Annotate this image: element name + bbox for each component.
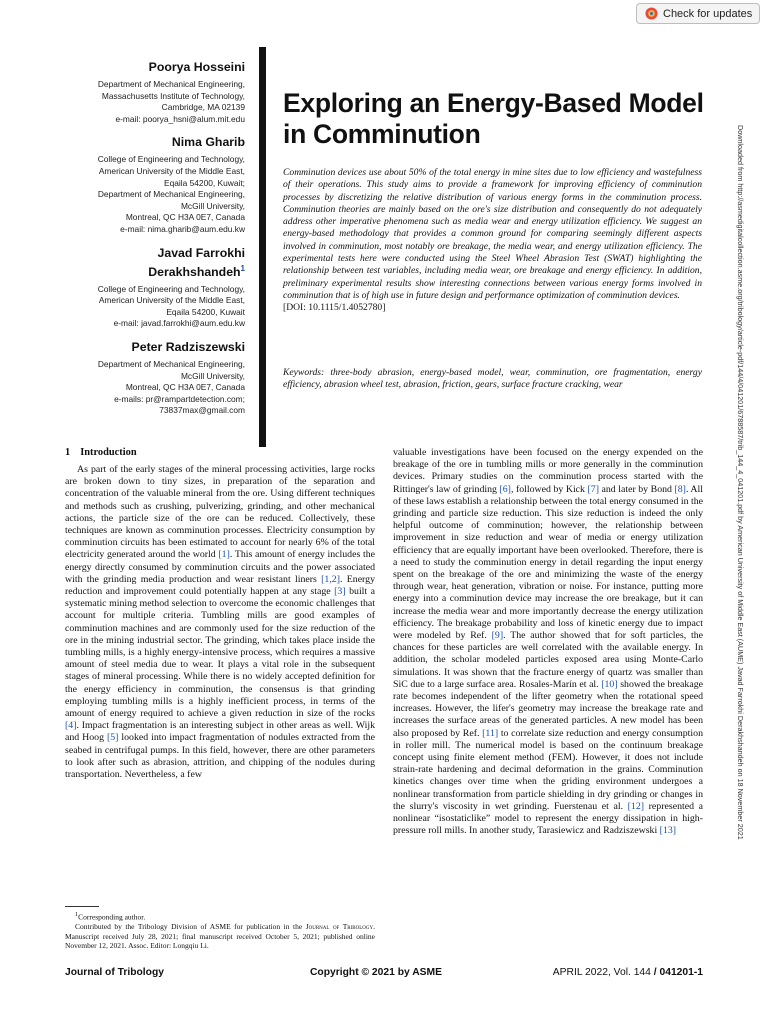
author-block: [95, 60, 245, 125]
author-affiliation-line: Massachusetts Institute of Technology,: [101, 90, 245, 101]
footer-separator: /: [650, 967, 660, 978]
check-updates-icon: [645, 7, 658, 20]
body-text-run: valuable investigations have been focused on the energy expended on the breakage of the ore in tumbling mills or more generally in the comminution devices. Primary studies on the comminution process started with the Rittinger's law of grinding: [393, 447, 703, 495]
author-name-second-line: Derakhshandeh: [148, 264, 241, 279]
keywords-text: three-body abrasion, energy-based model, wear, comminution, ore fragmentation, energy efficiency, abrasion wheel test, abrasion, friction, gears, surface fracture cracking, wear: [283, 367, 702, 391]
check-for-updates-button[interactable]: [636, 3, 760, 24]
check-updates-label: Check for updates: [663, 7, 753, 20]
author-affiliation-line: College of Engineering and Technology,: [97, 283, 245, 294]
body-text-run: built a systematic mining method selection to overcome the economic challenges that account for multiple criteria. Tumbling mills are good examples of comminution machines and are commonly used for the size reduction of the ore in the mining industrial sector. The grinding, which takes place inside the tumbling mills, is a highly energy-intensive process, which requires a massive amount of steel media due to wear. It plays a vital role in the subsequent stages of mineral processing. While there is no widely accepted definition for the energy efficiency in comminution, the consensus is that grinding employing tumbling mills is a highly inefficient process, in terms of the amount of energy required to achieve a given reduction in size of the rocks: [65, 586, 376, 720]
title-divider-rule: [259, 47, 266, 447]
footer-page-number: 041201-1: [659, 967, 703, 978]
author-affiliation-line: McGill University,: [180, 370, 245, 381]
author-email[interactable]: e-mail: poorya_hsni@alum.mit.edu: [115, 113, 245, 124]
footnote: [65, 910, 375, 922]
author-email[interactable]: e-mail: nima.gharib@aum.edu.kw: [120, 223, 245, 234]
author-list: [95, 60, 245, 427]
doi-link[interactable]: [DOI: 10.1115/1.4052780]: [283, 302, 386, 314]
body-column-left: [65, 447, 375, 781]
author-affiliation-line: Department of Mechanical Engineering,: [97, 79, 245, 89]
author-affiliation-line: Department of Mechanical Engineering,: [97, 189, 245, 200]
title-line: in Comminution: [283, 119, 481, 149]
journal-name: Journal of Tribology: [305, 922, 374, 932]
body-text-run: . The author showed that for soft particles, the chances for these particles are well correlated with the available energy. In addition, the scholar modeled particles exposed area using Monte-Carlo simulations. It was shown that the fracture energy of quartz was smaller than SiC due to a large surface area. Rosales-Marín et al.: [393, 630, 703, 690]
citation-link[interactable]: [13]: [659, 825, 677, 837]
author-name: Peter Radziszewski: [131, 340, 245, 354]
citation-link[interactable]: [9]: [491, 630, 504, 642]
article-title: [283, 88, 723, 150]
footnote-text: Corresponding author.: [78, 912, 146, 922]
keywords-label: Keywords:: [283, 367, 325, 378]
citation-link[interactable]: [6]: [499, 483, 511, 495]
author-affiliation-line: Montreal, QC H3A 0E7, Canada: [125, 382, 245, 393]
author-email[interactable]: 73837max@gmail.com: [159, 405, 245, 416]
body-text-run: showed the breakage rate becomes independent of the lifter geometry when the rotational speed increases. However, the lifer's geometry may increase the breakage rate and increases the surface areas of the generated particles. A new model has been also proposed by Ref.: [393, 678, 703, 739]
section-heading: [65, 447, 375, 459]
author-block: [95, 340, 245, 417]
paragraph: [65, 464, 375, 781]
footnotes: [65, 910, 375, 951]
footer-volume: APRIL 2022, Vol. 144: [552, 967, 651, 978]
body-text-run: . All of these laws establish a relationship between the total energy consumed in the grinding and particle size reduction. This size reduction is indeed the only helpful outcome of comminution; however, the relationship between improvement in size reduction and wear of media or energy utilization efficiency that are equally important have been overlooked. Therefore, there is a need to study the comminution energy in detail regarding the input energy spent on the breakage of the ore and minimizing the waste of the energy through wear, heat generation, vibration or noise. For instance, putting more energy into a comminution device may increase the ore breakage, but it can increase the media wear and more importantly decrease the energy utilization efficiency. The breakage probability and loss of kinetic energy due to impact were modeled by Ref.: [393, 483, 703, 642]
citation-link[interactable]: [7]: [587, 483, 599, 495]
footer-journal: Journal of Tribology: [65, 967, 164, 978]
body-text-run: and later by Bond: [598, 483, 675, 495]
footnote-text: . Manuscript received July 28, 2021; final manuscript received October 5, 2021; published online November 12, 2021. Assoc. Editor: Longqiu Li.: [65, 922, 376, 951]
author-affiliation-line: American University of the Middle East,: [98, 295, 245, 306]
author-affiliation-line: College of Engineering and Technology,: [97, 154, 245, 165]
author-name-first-line: Javad Farrokhi: [157, 245, 245, 260]
body-text-run: represented a nonlinear “isostaticlike” model to represent the energy dissipation in high-pressure roll mills. In another study, Tarasiewicz and Radziszewski: [393, 800, 704, 837]
body-text-run: As part of the early stages of the mineral processing activities, large rocks are broken down to tiny sizes, in preparation of the separation and concentration of the valuable mineral from the ore. Using different techniques and methods such as crushing, pulverizing, grinding, and other mechanical actions, the particle size of the ore can be reduced. Collectively, these techniques are known as comminution processes. Electricity consumption by comminution circuits has been estimated to account for nearly 6% of the total electricity generated around the world: [65, 464, 375, 561]
footnote-text: Contributed by the Tribology Division of ASME for publication in the: [75, 922, 306, 932]
footnote: [65, 922, 375, 951]
footer-copyright: Copyright © 2021 by ASME: [310, 967, 442, 978]
citation-link[interactable]: [4]: [65, 720, 77, 732]
body-column-right: [393, 447, 703, 838]
author-affiliation-line: Eqaila 54200, Kuwait: [166, 306, 245, 317]
author-name: [95, 246, 245, 261]
download-side-note: Downloaded from http://asmedigitalcollection.asme.org/tribology/article-pdf/144/4/041201/6788587/trib_144_4_041201.pdf by American University of Middle East (AUME) Javad Farrokhi Derakhshandeh on 18 November 2021: [736, 125, 745, 840]
author-name: [95, 261, 245, 280]
author-block: [95, 135, 245, 235]
citation-link[interactable]: [10]: [601, 678, 618, 690]
author-name: Poorya Hosseini: [148, 60, 245, 74]
footnote-mark: 1: [75, 911, 79, 918]
abstract: [283, 167, 702, 315]
author-affiliation-line: Eqaila 54200, Kuwait;: [163, 177, 245, 188]
body-text-run: . This amount of energy includes the energy directly consumed by comminution circuits and the power associated with the grinding media production and wear resistant liners: [65, 549, 375, 585]
page-footer: [65, 967, 703, 983]
author-affiliation-line: McGill University,: [180, 200, 245, 211]
paragraph: [393, 447, 703, 838]
citation-link[interactable]: [3]: [334, 586, 346, 598]
abstract-text: Comminution devices use about 50% of the total energy in mine sites due to low efficiency and wastefulness of their operations. This study aims to provide a framework for improving efficiency of comminution processes by discretizing the relative distribution of various energy forms in the comminution process. Comminution theories are mainly based on the ore's size distribution and consequently do not adequately address other imperative phenomena such as media wear and energy utilization efficiency. We suggest an energy-based methodology that provides a common ground for comparing seemingly different aspects involved in comminution, most notably ore breakage, the media wear, and energy utilization efficiency. The experimental tests here were conducted using the Steel Wheel Abrasion Test (SWAT) highlighting the relationship between test variables, including media wear, ore breakage and energy efficiency. In addition, preliminary experimental results show interesting connections between various energy forms involved in comminution that is of high use in future design and performance optimization of comminution devices.: [283, 167, 702, 301]
author-block: [95, 246, 245, 330]
citation-link[interactable]: [1,2]: [321, 573, 341, 585]
citation-link[interactable]: [11]: [482, 727, 499, 739]
body-text-run: to correlate size reduction and energy consumption in roller mill. The numerical model is based on the continuum breakage concept using finite element method (FEM). However, it does not include strain-rate hardening and decimal deformation in the grains. Comminution kinetics changes over time when the griding environment undergoes a nonlinear transformation from particle shielding in dry grinding or changes in the slurry's viscosity in wet grinding. Fuerstenau et al.: [393, 727, 703, 812]
author-affiliation-line: American University of the Middle East,: [98, 165, 245, 176]
citation-link[interactable]: [8]: [674, 483, 686, 495]
footnote-divider: [65, 906, 99, 907]
section-number: 1: [65, 447, 71, 458]
author-email[interactable]: e-mail: javad.farrokhi@aum.edu.kw: [113, 318, 245, 329]
citation-link[interactable]: [5]: [106, 732, 119, 744]
author-affiliation-line: Cambridge, MA 02139: [161, 102, 245, 113]
body-text-run: , followed by Kick: [510, 483, 588, 495]
author-affiliation-line: Department of Mechanical Engineering,: [97, 359, 245, 369]
keywords: [283, 367, 702, 392]
section-title: Introduction: [80, 447, 137, 458]
footer-issue: [553, 967, 703, 978]
body-text-run: looked into impact fragmentation of nodules extracted from the seabed in centrifugal pumps. In this field, however, there are other parameters to look after such as abrasion, attrition, and chipping of the nodules during transportation. Nevertheless, a few: [65, 732, 375, 781]
citation-link[interactable]: [12]: [627, 800, 645, 812]
footnote-mark-link[interactable]: 1: [240, 263, 245, 273]
author-email[interactable]: e-mails: pr@rampartdetection.com;: [114, 393, 245, 404]
author-affiliation-line: Montreal, QC H3A 0E7, Canada: [125, 212, 245, 223]
author-name: Nima Gharib: [171, 135, 245, 150]
body-text-run: . Impact fragmentation is an interesting subject in other areas as well. Wijk and Hoog: [65, 720, 375, 744]
citation-link[interactable]: [1]: [218, 549, 230, 561]
title-line: Exploring an Energy-Based Model: [283, 88, 704, 118]
body-text-run: . Energy reduction and improvement could potentially happen at any stage: [65, 573, 376, 598]
